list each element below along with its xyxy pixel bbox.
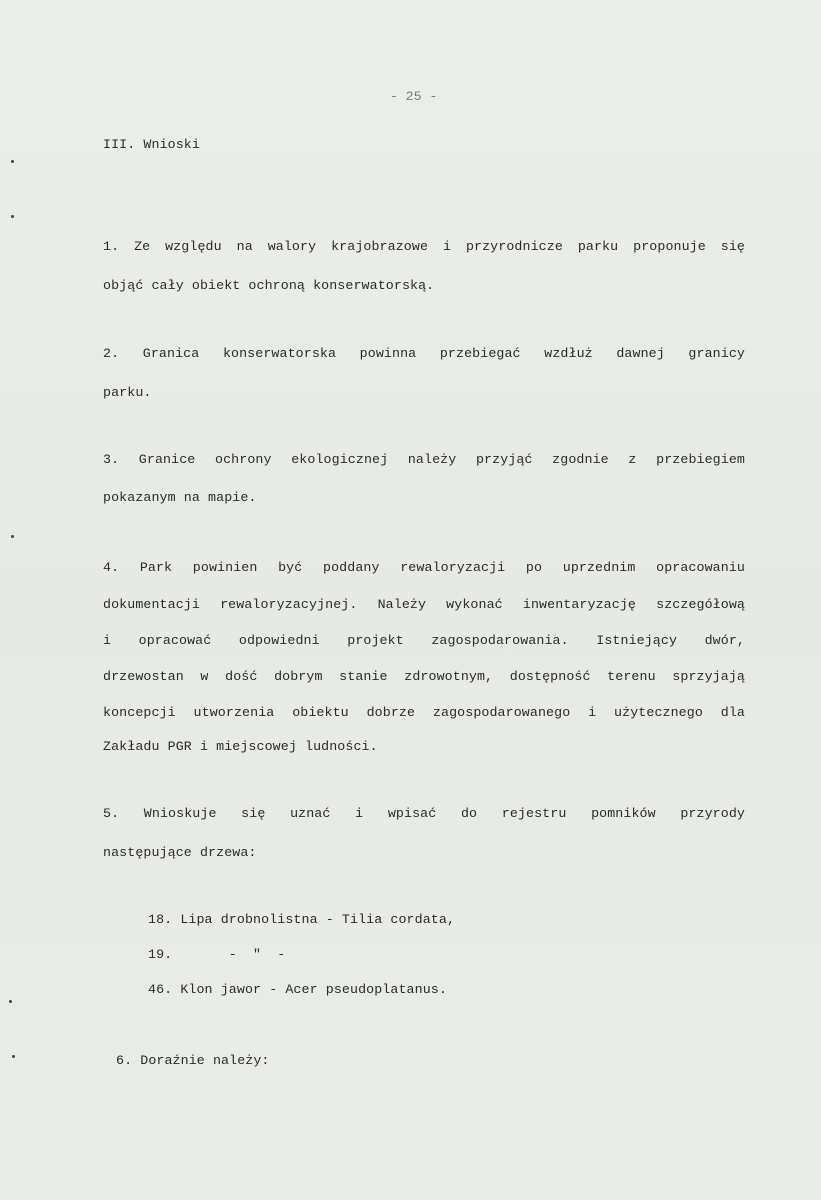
section-heading: III. Wnioski [103,137,200,152]
paragraph-6-heading: 6. Doraźnie należy: [116,1053,270,1068]
paragraph-2-line: 2. Granica konserwatorska powinna przebiegać wzdłuż dawnej granicy [103,346,745,361]
margin-speck [11,535,14,538]
paragraph-3-line: 3. Granice ochrony ekologicznej należy przyjąć zgodnie z przebiegiem [103,452,745,467]
paragraph-4-line: 4. Park powinien być poddany rewaloryzacji po uprzednim opracowaniu [103,560,745,575]
paragraph-4-line: koncepcji utworzenia obiektu dobrze zagospodarowanego i użytecznego dla [103,705,745,720]
page-number: - 25 - [390,89,438,104]
margin-speck [12,1055,15,1058]
margin-speck [9,1000,12,1003]
paragraph-1-line: objąć cały obiekt ochroną konserwatorską. [103,278,435,293]
paragraph-5-line: 5. Wnioskuje się uznać i wpisać do rejestru pomników przyrody [103,806,745,821]
paragraph-4-line: drzewostan w dość dobrym stanie zdrowotnym, dostępność terenu sprzyjają [103,669,745,684]
tree-list-item: 19. - " - [148,947,286,962]
margin-speck [11,160,14,163]
tree-list-item: 46. Klon jawor - Acer pseudoplatanus. [148,982,447,997]
paragraph-4-line: Zakładu PGR i miejscowej ludności. [103,739,378,754]
paragraph-1-line: 1. Ze względu na walory krajobrazowe i przyrodnicze parku proponuje się [103,239,745,254]
paragraph-4-line: i opracować odpowiedni projekt zagospodarowania. Istniejący dwór, [103,633,745,648]
paragraph-5-line: następujące drzewa: [103,845,257,860]
paragraph-4-line: dokumentacji rewaloryzacyjnej. Należy wykonać inwentaryzację szczegółową [103,597,745,612]
paragraph-2-line: parku. [103,385,152,400]
tree-list-item: 18. Lipa drobnolistna - Tilia cordata, [148,912,456,927]
paragraph-3-line: pokazanym na mapie. [103,490,257,505]
margin-speck [11,215,14,218]
